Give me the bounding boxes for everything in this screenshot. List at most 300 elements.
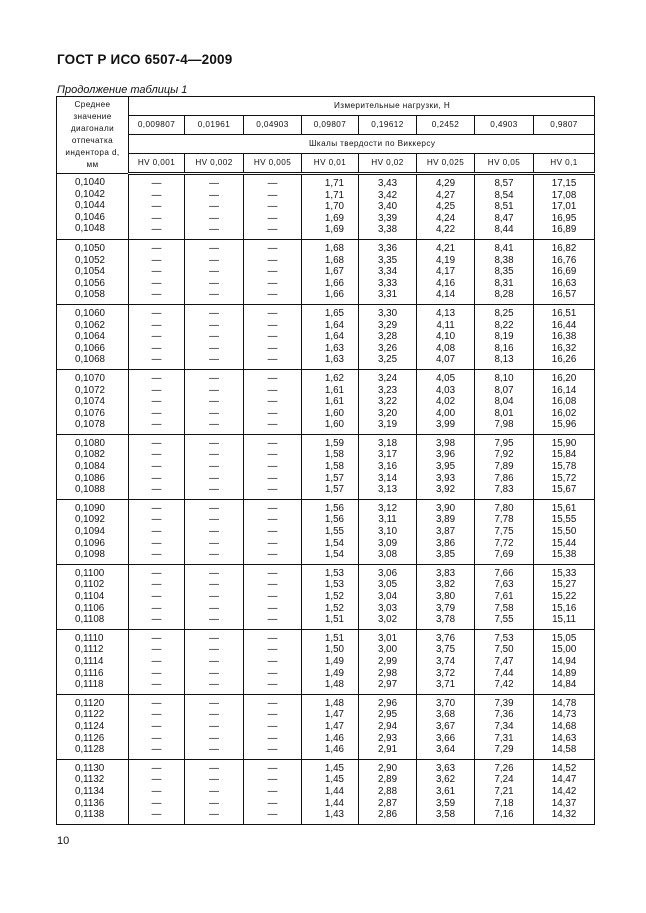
hv0002-value: — xyxy=(209,567,219,579)
hv0005-value: — xyxy=(267,307,278,319)
hv002-value: 2,91 xyxy=(377,744,398,756)
hv0002-cell xyxy=(185,239,244,304)
hv0005-cell xyxy=(244,304,302,369)
hv0025-value: 4,11 xyxy=(436,319,455,331)
hv002-value: 3,22 xyxy=(377,396,398,408)
hv0002-value: — xyxy=(209,449,219,461)
hv0025-value: 3,96 xyxy=(435,449,456,461)
hv01-value: 15,16 xyxy=(551,602,577,614)
hv0025-value: 4,08 xyxy=(435,342,456,354)
hv005-value: 7,80 xyxy=(494,502,514,514)
diagonal-value: 0,1080 xyxy=(75,437,105,449)
hv002-value: 3,28 xyxy=(377,331,398,343)
hv0001-value: — xyxy=(151,614,162,626)
hv0025-value: 4,27 xyxy=(435,189,456,201)
load-cell: 0,2452 xyxy=(417,115,475,134)
hv0001-cell xyxy=(129,369,185,434)
hv0025-value: 4,07 xyxy=(435,354,456,366)
diagonal-value: 0,1138 xyxy=(75,809,105,821)
hv0002-value: — xyxy=(209,472,219,484)
hv0001-value: — xyxy=(151,797,162,809)
diagonal-value: 0,1072 xyxy=(75,384,105,396)
hv0002-value: — xyxy=(209,644,219,656)
hv0025-cell xyxy=(417,759,475,824)
hv005-value: 8,13 xyxy=(494,354,514,366)
hv0001-value: — xyxy=(151,549,162,561)
table-row-group xyxy=(57,499,595,564)
hv005-value: 8,51 xyxy=(494,201,514,213)
hv0002-value: — xyxy=(209,189,219,201)
hv001-value: 1,69 xyxy=(324,212,344,224)
hv002-value: 3,24 xyxy=(377,372,398,384)
hv0002-value: — xyxy=(209,331,219,343)
hv0005-value: — xyxy=(267,502,278,514)
hv005-value: 8,44 xyxy=(494,224,514,236)
diagonal-value: 0,1094 xyxy=(75,526,105,538)
hv002-cell xyxy=(359,564,417,629)
hv0025-value: 3,67 xyxy=(435,720,456,732)
hv0005-value: — xyxy=(267,591,278,602)
hv0005-cell xyxy=(244,564,302,629)
hv0005-value: — xyxy=(267,242,278,254)
hv0002-value: — xyxy=(209,224,219,236)
hv0002-value: — xyxy=(209,762,219,774)
hv001-value: 1,47 xyxy=(324,709,344,721)
hv002-value: 3,03 xyxy=(377,602,398,614)
hv0002-value: — xyxy=(209,774,219,786)
hv005-cell xyxy=(475,759,534,824)
diagonal-value: 0,1058 xyxy=(75,289,105,301)
hv01-value: 14,42 xyxy=(551,785,577,797)
load-cell: 0,19612 xyxy=(359,115,417,134)
hv0025-value: 3,76 xyxy=(435,632,456,644)
hv0001-cell xyxy=(129,759,185,824)
hv002-value: 3,16 xyxy=(377,461,398,473)
hv005-cell xyxy=(475,239,534,304)
hv001-value: 1,66 xyxy=(324,277,344,289)
hv0001-value: — xyxy=(151,201,162,213)
hv0025-value: 3,68 xyxy=(435,709,456,721)
hv0005-value: — xyxy=(267,289,278,301)
hv0025-value: 4,22 xyxy=(435,224,456,236)
diagonal-value: 0,1088 xyxy=(75,484,105,496)
hv002-value: 3,35 xyxy=(377,254,398,266)
hv001-value: 1,45 xyxy=(324,774,344,786)
hv0005-value: — xyxy=(267,384,278,396)
hv001-value: 1,71 xyxy=(324,189,344,201)
hv01-value: 17,15 xyxy=(551,178,577,189)
hv0002-value: — xyxy=(209,697,219,709)
hv005-value: 7,55 xyxy=(494,614,514,626)
hv01-value: 16,82 xyxy=(551,242,577,254)
hv0001-value: — xyxy=(151,591,162,602)
hv0001-value: — xyxy=(151,644,162,656)
hv002-value: 3,38 xyxy=(377,224,398,236)
hv001-cell xyxy=(302,564,359,629)
hv0002-cell xyxy=(185,499,244,564)
hv005-value: 7,78 xyxy=(494,514,514,526)
hv005-cell xyxy=(475,499,534,564)
hv0001-value: — xyxy=(151,307,162,319)
hv0001-value: — xyxy=(151,407,162,419)
diagonal-value: 0,1082 xyxy=(75,449,105,461)
hv0001-cell xyxy=(129,434,185,499)
hv002-cell xyxy=(359,499,417,564)
hv01-value: 17,01 xyxy=(551,201,577,213)
diagonal-cell xyxy=(57,499,129,564)
hv0002-value: — xyxy=(209,809,219,821)
hv0025-value: 4,29 xyxy=(435,178,456,189)
hv0001-cell xyxy=(129,499,185,564)
hv0001-value: — xyxy=(151,514,162,526)
hv0002-value: — xyxy=(209,419,219,431)
hv0025-value: 3,78 xyxy=(435,614,456,626)
hv01-cell xyxy=(534,759,595,824)
hv0025-value: 3,58 xyxy=(435,809,456,821)
page-number: 10 xyxy=(57,835,70,847)
hv001-value: 1,62 xyxy=(324,372,344,384)
hv005-value: 8,10 xyxy=(494,372,514,384)
hv005-value: 8,04 xyxy=(494,396,514,408)
diagonal-value: 0,1040 xyxy=(75,177,105,188)
hv0001-value: — xyxy=(151,449,162,461)
hv001-cell xyxy=(302,174,359,240)
hv0005-value: — xyxy=(267,277,278,289)
hv002-value: 3,20 xyxy=(377,407,398,419)
hv002-value: 2,87 xyxy=(377,797,398,809)
hv01-value: 14,63 xyxy=(551,732,577,744)
hv01-value: 14,68 xyxy=(551,720,577,732)
hv0002-value: — xyxy=(209,579,219,591)
hv0001-value: — xyxy=(151,319,162,331)
hv001-value: 1,48 xyxy=(324,697,344,709)
hv0005-value: — xyxy=(267,212,278,224)
hv01-value: 14,78 xyxy=(551,697,577,709)
hv0001-value: — xyxy=(151,732,162,744)
hv0005-value: — xyxy=(267,785,278,797)
diagonal-value: 0,1096 xyxy=(75,537,105,549)
table-row-group xyxy=(57,629,595,694)
hv002-value: 3,19 xyxy=(377,419,398,431)
hv005-value: 7,50 xyxy=(494,644,514,656)
scale-cell: HV 0,1 xyxy=(534,153,595,173)
hv01-value: 16,20 xyxy=(551,372,577,384)
hv0025-cell xyxy=(417,499,475,564)
load-cell: 0,009807 xyxy=(129,115,185,134)
hv01-value: 16,95 xyxy=(551,212,577,224)
hv001-value: 1,45 xyxy=(324,762,344,774)
diagonal-cell xyxy=(57,434,129,499)
hv0002-value: — xyxy=(209,797,219,809)
hv005-value: 8,01 xyxy=(494,407,514,419)
hv0005-value: — xyxy=(267,396,278,408)
load-cell: 0,9807 xyxy=(534,115,595,134)
hv01-value: 14,37 xyxy=(551,797,577,809)
scale-cell: HV 0,002 xyxy=(185,153,244,173)
hv0005-value: — xyxy=(267,644,278,656)
hv0005-cell xyxy=(244,629,302,694)
hv0005-value: — xyxy=(267,667,278,679)
hv01-cell xyxy=(534,174,595,240)
hv002-cell xyxy=(359,304,417,369)
hv0005-value: — xyxy=(267,567,278,579)
table-row-group xyxy=(57,239,595,304)
hv0005-value: — xyxy=(267,549,278,561)
hv0002-value: — xyxy=(209,602,219,614)
hv005-value: 7,89 xyxy=(494,461,514,473)
hv001-value: 1,56 xyxy=(324,514,344,526)
hv0025-cell xyxy=(417,369,475,434)
hv002-value: 3,10 xyxy=(377,526,398,538)
hv001-value: 1,59 xyxy=(324,437,344,449)
hv002-value: 3,36 xyxy=(377,242,398,254)
hv002-value: 3,43 xyxy=(377,178,398,189)
hv001-value: 1,60 xyxy=(324,407,344,419)
hv0005-value: — xyxy=(267,709,278,721)
hv0025-value: 3,86 xyxy=(435,537,456,549)
hv01-value: 14,32 xyxy=(551,809,577,821)
hv001-value: 1,50 xyxy=(324,644,344,656)
hv01-value: 16,08 xyxy=(551,396,577,408)
table-row-group xyxy=(57,694,595,759)
diagonal-value: 0,1064 xyxy=(75,331,105,343)
hv0001-value: — xyxy=(151,774,162,786)
hv001-cell xyxy=(302,694,359,759)
hv0005-value: — xyxy=(267,461,278,473)
hv0025-value: 3,66 xyxy=(435,732,456,744)
hv0005-value: — xyxy=(267,254,278,266)
hv001-value: 1,46 xyxy=(324,732,344,744)
hv0001-value: — xyxy=(151,224,162,236)
hv01-value: 15,67 xyxy=(551,484,577,496)
hv001-value: 1,71 xyxy=(324,178,344,189)
scale-cell: HV 0,001 xyxy=(129,153,185,173)
hv001-value: 1,58 xyxy=(324,461,344,473)
diagonal-value: 0,1110 xyxy=(75,632,104,644)
hv0005-cell xyxy=(244,434,302,499)
hv002-cell xyxy=(359,239,417,304)
hv01-cell xyxy=(534,239,595,304)
hv0005-value: — xyxy=(267,319,278,331)
hv0001-value: — xyxy=(151,289,162,301)
hv01-value: 16,26 xyxy=(551,354,577,366)
hv01-cell xyxy=(534,369,595,434)
document-title: ГОСТ Р ИСО 6507-4—2009 xyxy=(57,52,233,67)
hv0005-value: — xyxy=(267,537,278,549)
hv005-value: 8,07 xyxy=(494,384,514,396)
table-row-group xyxy=(57,174,595,240)
hv005-value: 7,98 xyxy=(494,419,514,431)
diagonal-value: 0,1130 xyxy=(75,762,105,774)
hv0002-value: — xyxy=(209,396,219,408)
hv01-value: 14,94 xyxy=(551,655,577,667)
diagonal-cell xyxy=(57,304,129,369)
scale-cell: HV 0,05 xyxy=(475,153,534,173)
diagonal-cell xyxy=(57,174,129,240)
hv0001-value: — xyxy=(151,354,162,366)
hv0025-value: 4,03 xyxy=(435,384,456,396)
hv01-value: 15,44 xyxy=(551,537,577,549)
hv002-value: 3,02 xyxy=(377,614,398,626)
hv0005-value: — xyxy=(267,809,278,821)
hv005-value: 7,36 xyxy=(494,709,514,721)
diagonal-value: 0,1066 xyxy=(75,342,105,354)
hv001-value: 1,49 xyxy=(324,667,344,679)
hv002-value: 3,00 xyxy=(377,644,398,656)
hv0002-value: — xyxy=(209,526,219,538)
hv001-cell xyxy=(302,304,359,369)
hv005-cell xyxy=(475,694,534,759)
hv0001-value: — xyxy=(151,709,162,721)
hv0002-value: — xyxy=(209,632,219,644)
hv0005-value: — xyxy=(267,732,278,744)
hv0002-cell xyxy=(185,759,244,824)
hv0001-value: — xyxy=(151,809,162,821)
hv002-value: 3,29 xyxy=(377,319,398,331)
hv0001-value: — xyxy=(151,331,162,343)
hv0025-value: 4,05 xyxy=(435,372,456,384)
hv0001-value: — xyxy=(151,472,162,484)
diagonal-cell xyxy=(57,239,129,304)
hv0002-value: — xyxy=(209,461,219,473)
hv0001-value: — xyxy=(151,372,162,384)
hv001-value: 1,55 xyxy=(324,526,344,538)
hv001-value: 1,49 xyxy=(324,655,344,667)
diagonal-value: 0,1112 xyxy=(75,644,104,656)
hv0001-cell xyxy=(129,239,185,304)
hv002-value: 3,33 xyxy=(377,277,398,289)
hv0005-value: — xyxy=(267,614,278,626)
hv002-cell xyxy=(359,759,417,824)
vickers-hardness-table xyxy=(56,96,595,825)
hv01-value: 16,89 xyxy=(551,224,577,236)
hv0002-value: — xyxy=(209,537,219,549)
load-cell: 0,04903 xyxy=(244,115,302,134)
hv0002-value: — xyxy=(209,254,219,266)
diagonal-value: 0,1100 xyxy=(75,567,105,579)
hv001-value: 1,66 xyxy=(324,289,344,301)
hv005-value: 7,95 xyxy=(494,437,514,449)
hv0002-value: — xyxy=(209,484,219,496)
hv0005-value: — xyxy=(267,514,278,526)
hv0002-cell xyxy=(185,174,244,240)
diagonal-value: 0,1124 xyxy=(75,720,105,732)
hv0025-value: 3,87 xyxy=(435,526,456,538)
hv0005-value: — xyxy=(267,178,278,189)
hv001-value: 1,53 xyxy=(324,567,344,579)
hv01-value: 14,73 xyxy=(551,709,577,721)
diagonal-value: 0,1076 xyxy=(75,407,105,419)
hv005-value: 7,72 xyxy=(494,537,514,549)
hv002-value: 2,96 xyxy=(377,697,398,709)
hv0002-value: — xyxy=(209,667,219,679)
hv0002-cell xyxy=(185,369,244,434)
hv0025-value: 3,98 xyxy=(435,437,456,449)
hv0005-value: — xyxy=(267,762,278,774)
scale-cell: HV 0,025 xyxy=(417,153,475,173)
hv0025-value: 3,63 xyxy=(435,762,456,774)
hv001-cell xyxy=(302,629,359,694)
diagonal-value: 0,1084 xyxy=(75,461,105,473)
hv0001-value: — xyxy=(151,384,162,396)
hv0002-value: — xyxy=(209,591,219,602)
hv0001-value: — xyxy=(151,484,162,496)
hv0025-value: 3,93 xyxy=(435,472,456,484)
hv01-value: 15,72 xyxy=(551,472,577,484)
load-cell: 0,01961 xyxy=(185,115,244,134)
hv002-value: 2,94 xyxy=(377,720,398,732)
hv0025-value: 4,16 xyxy=(435,277,456,289)
hv0002-value: — xyxy=(209,212,219,224)
hv001-value: 1,63 xyxy=(324,354,344,366)
hv002-value: 2,86 xyxy=(377,809,398,821)
hv0005-cell xyxy=(244,694,302,759)
hv005-value: 7,47 xyxy=(494,655,514,667)
hv002-value: 3,04 xyxy=(377,591,398,602)
hv002-value: 3,13 xyxy=(377,484,398,496)
diagonal-value: 0,1070 xyxy=(75,372,105,384)
hv002-value: 3,26 xyxy=(377,342,398,354)
hv0001-value: — xyxy=(151,212,162,224)
diagonal-value: 0,1062 xyxy=(75,319,105,331)
hv0002-value: — xyxy=(209,437,219,449)
hv01-value: 16,38 xyxy=(551,331,577,343)
hv0025-value: 3,64 xyxy=(435,744,456,756)
hv01-value: 14,52 xyxy=(551,762,577,774)
hv002-value: 3,01 xyxy=(377,632,398,644)
hv0001-value: — xyxy=(151,396,162,408)
hv001-cell xyxy=(302,239,359,304)
hv001-cell xyxy=(302,499,359,564)
diagonal-value: 0,1120 xyxy=(75,697,105,709)
hv002-value: 3,17 xyxy=(377,449,398,461)
hv0002-value: — xyxy=(209,720,219,732)
scale-cell: HV 0,02 xyxy=(359,153,417,173)
diagonal-value: 0,1042 xyxy=(75,188,105,200)
hv001-value: 1,67 xyxy=(324,266,344,278)
hv002-value: 3,08 xyxy=(377,549,398,561)
hv0002-value: — xyxy=(209,266,219,278)
hv0002-value: — xyxy=(209,307,219,319)
hv002-cell xyxy=(359,629,417,694)
hv002-value: 3,39 xyxy=(377,212,398,224)
hv0025-value: 3,82 xyxy=(435,579,456,591)
hv0001-value: — xyxy=(151,178,162,189)
hv01-value: 15,22 xyxy=(551,591,577,602)
table-row-group xyxy=(57,434,595,499)
hv0025-value: 3,74 xyxy=(435,655,456,667)
hv005-value: 7,66 xyxy=(494,567,514,579)
hv0025-value: 3,90 xyxy=(435,502,456,514)
hv0001-value: — xyxy=(151,254,162,266)
hv0002-cell xyxy=(185,629,244,694)
diagonal-value: 0,1090 xyxy=(75,502,105,514)
hv0002-value: — xyxy=(209,709,219,721)
hv0001-value: — xyxy=(151,579,162,591)
hv01-cell xyxy=(534,694,595,759)
diagonal-value: 0,1126 xyxy=(75,732,105,744)
hv0002-value: — xyxy=(209,655,219,667)
hv0025-value: 3,80 xyxy=(435,591,456,602)
hv001-value: 1,46 xyxy=(324,744,344,756)
hv0001-value: — xyxy=(151,242,162,254)
diagonal-value: 0,1114 xyxy=(75,655,104,667)
hv01-value: 15,38 xyxy=(551,549,577,561)
hv0025-cell xyxy=(417,304,475,369)
hv0025-value: 3,83 xyxy=(435,567,456,579)
hv0005-value: — xyxy=(267,774,278,786)
diagonal-value: 0,1116 xyxy=(75,667,104,679)
